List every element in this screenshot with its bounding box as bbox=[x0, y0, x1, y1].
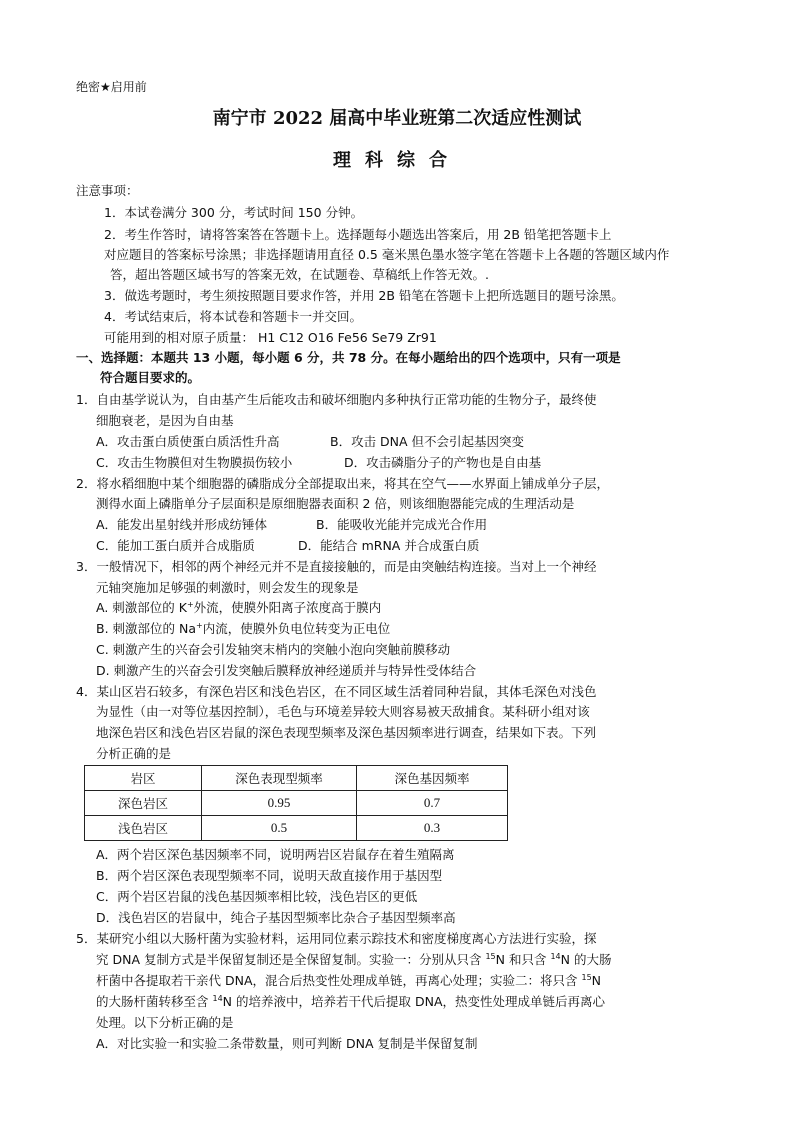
table-header-row bbox=[85, 766, 508, 791]
q2-stem-line-1: 2．将水稻细胞中某个细胞器的磷脂成分全部提取出来，将其在空气——水界面上铺成单分子层， bbox=[76, 476, 609, 491]
q5-stem-line-5: 处理。以下分析正确的是 bbox=[96, 1015, 234, 1030]
notice-item-2-line-1: 2．考生作答时，请将答案答在答题卡上。选择题每小题选出答案后，用 2B 铅笔把答题卡上 bbox=[104, 227, 612, 242]
q4-option-a: A．两个岩区深色基因频率不同，说明两岩区岩鼠存在着生殖隔离 bbox=[96, 847, 455, 862]
superscript: 15 bbox=[485, 951, 496, 961]
q2-option-c: C．能加工蛋白质并合成脂质 bbox=[96, 538, 255, 553]
q4-stem-line-1: 4．某山区岩石较多，有深色岩区和浅色岩区，在不同区域生活着同种岩鼠，其体毛深色对浅色 bbox=[76, 684, 597, 699]
q3-option-a-text: A. 刺激部位的 K bbox=[96, 600, 187, 615]
q5-option-a: A．对比实验一和实验二条带数量，则可判断 DNA 复制是半保留复制 bbox=[96, 1036, 478, 1051]
superscript: + bbox=[186, 599, 194, 609]
q5-text: 究 DNA 复制方式是半保留复制还是全保留复制。实验一：分别从只含 bbox=[96, 952, 486, 967]
q5-text: 杆菌中各提取若干亲代 DNA，混合后热变性处理成单链，再离心处理；实验二：将只含 bbox=[96, 973, 582, 988]
atomic-mass-list: 可能用到的相对原子质量： H1 C12 O16 Fe56 Se79 Zr91 bbox=[104, 330, 437, 345]
confidential-mark: 绝密★启用前 bbox=[76, 80, 147, 94]
q5-stem-line-4 bbox=[96, 993, 605, 1011]
q3-option-a bbox=[96, 599, 381, 617]
superscript: 14 bbox=[212, 993, 223, 1003]
table-cell: 浅色岩区 bbox=[85, 816, 202, 841]
notice-heading: 注意事项： bbox=[76, 183, 139, 198]
q2-option-b: B．能吸收光能并完成光合作用 bbox=[316, 517, 488, 532]
q4-stem-line-3: 地深色岩区和浅色岩区岩鼠的深色表现型频率及深色基因频率进行调查，结果如下表。下列 bbox=[96, 725, 597, 740]
notice-item-2-line-2: 对应题目的答案标号涂黑；非选择题请用直径 0.5 毫米黑色墨水签字笔在答题卡上各题的答题区域内作 bbox=[104, 247, 670, 262]
notice-item-4: 4．考试结束后，将本试卷和答题卡一并交回。 bbox=[104, 309, 362, 324]
q5-stem-line-1: 5．某研究小组以大肠杆菌为实验材料，运用同位素示踪技术和密度梯度离心方法进行实验，探 bbox=[76, 931, 597, 946]
section-heading-line-1: 一、选择题：本题共 13 小题，每小题 6 分，共 78 分。在每小题给出的四个选项中，只有一项是 bbox=[76, 350, 621, 365]
exam-title: 南宁市 2022 届高中毕业班第二次适应性测试 bbox=[212, 108, 582, 129]
q5-text: N bbox=[591, 973, 602, 988]
q4-stem-line-2: 为显性（由一对等位基因控制），毛色与环境差异较大则容易被天敌捕食。某科研小组对该 bbox=[96, 704, 590, 719]
table-cell: 0.3 bbox=[357, 816, 508, 841]
q4-option-d: D．浅色岩区的岩鼠中，纯合子基因型频率比杂合子基因型频率高 bbox=[96, 910, 456, 925]
q2-stem-line-2: 测得水面上磷脂单分子层面积是原细胞器表面积 2 倍，则该细胞器能完成的生理活动是 bbox=[96, 496, 575, 511]
q1-option-c: C．攻击生物膜但对生物膜损伤较小 bbox=[96, 455, 293, 470]
table-cell: 深色岩区 bbox=[85, 791, 202, 816]
table-header-cell: 岩区 bbox=[85, 766, 202, 791]
rock-region-table bbox=[84, 765, 508, 841]
table-row bbox=[85, 791, 508, 816]
q1-option-a: A．攻击蛋白质使蛋白质活性升高 bbox=[96, 434, 280, 449]
q5-stem-line-3 bbox=[96, 972, 601, 990]
q3-option-c: C. 刺激产生的兴奋会引发轴突末梢内的突触小泡向突触前膜移动 bbox=[96, 642, 451, 657]
q4-option-b: B．两个岩区深色表现型频率不同，说明天敌直接作用于基因型 bbox=[96, 868, 443, 883]
subject-title: 理科综合 bbox=[333, 150, 461, 171]
q5-text: 的大肠杆菌转移至含 bbox=[96, 994, 213, 1009]
table-cell: 0.95 bbox=[202, 791, 357, 816]
q1-option-d: D．攻击磷脂分子的产物也是自由基 bbox=[344, 455, 542, 470]
q5-text: N 的培养液中，培养若干代后提取 DNA，热变性处理成单链后再离心 bbox=[222, 994, 605, 1009]
q2-option-d: D．能结合 mRNA 并合成蛋白质 bbox=[298, 538, 480, 553]
table-row bbox=[85, 816, 508, 841]
notice-item-3: 3．做选考题时，考生须按照题目要求作答，并用 2B 铅笔在答题卡上把所选题目的题号涂黑。 bbox=[104, 288, 624, 303]
q3-option-b-text-rest: 内流，使膜外负电位转变为正电位 bbox=[202, 621, 391, 636]
q4-option-c: C．两个岩区岩鼠的浅色基因频率相比较，浅色岩区的更低 bbox=[96, 889, 418, 904]
q3-option-d: D. 刺激产生的兴奋会引发突触后膜释放神经递质并与特异性受体结合 bbox=[96, 663, 477, 678]
notice-item-2-line-3: 答，超出答题区域书写的答案无效，在试题卷、草稿纸上作答无效。. bbox=[110, 267, 489, 282]
q2-option-a: A．能发出星射线并形成纺锤体 bbox=[96, 517, 268, 532]
q3-option-b-text: B. 刺激部位的 Na bbox=[96, 621, 197, 636]
q1-stem-line-1: 1．自由基学说认为，自由基产生后能攻击和破坏细胞内多种执行正常功能的生物分子，最终使 bbox=[76, 392, 597, 407]
superscript: 14 bbox=[550, 951, 561, 961]
table-cell: 0.7 bbox=[357, 791, 508, 816]
q5-text: N 和只含 bbox=[495, 952, 551, 967]
q4-stem-line-4: 分析正确的是 bbox=[96, 746, 172, 761]
section-heading-line-2: 符合题目要求的。 bbox=[100, 370, 201, 385]
superscript: 15 bbox=[581, 972, 592, 982]
superscript: + bbox=[196, 620, 203, 630]
notice-item-1: 1．本试卷满分 300 分，考试时间 150 分钟。 bbox=[104, 205, 364, 220]
q1-option-b: B．攻击 DNA 但不会引起基因突变 bbox=[330, 434, 525, 449]
q3-option-a-text-rest: 外流，使膜外阳离子浓度高于膜内 bbox=[193, 600, 382, 615]
q3-stem-line-1: 3．一般情况下，相邻的两个神经元并不是直接接触的，而是由突触结构连接。当对上一个神经 bbox=[76, 559, 597, 574]
q5-text: N 的大肠 bbox=[560, 952, 612, 967]
table-cell: 0.5 bbox=[202, 816, 357, 841]
table-header-cell: 深色基因频率 bbox=[357, 766, 508, 791]
q3-stem-line-2: 元轴突施加足够强的刺激时，则会发生的现象是 bbox=[96, 580, 359, 595]
q1-stem-line-2: 细胞衰老，是因为自由基 bbox=[96, 413, 234, 428]
q3-option-b bbox=[96, 620, 390, 638]
q5-stem-line-2 bbox=[96, 951, 611, 969]
table-header-cell: 深色表现型频率 bbox=[202, 766, 357, 791]
